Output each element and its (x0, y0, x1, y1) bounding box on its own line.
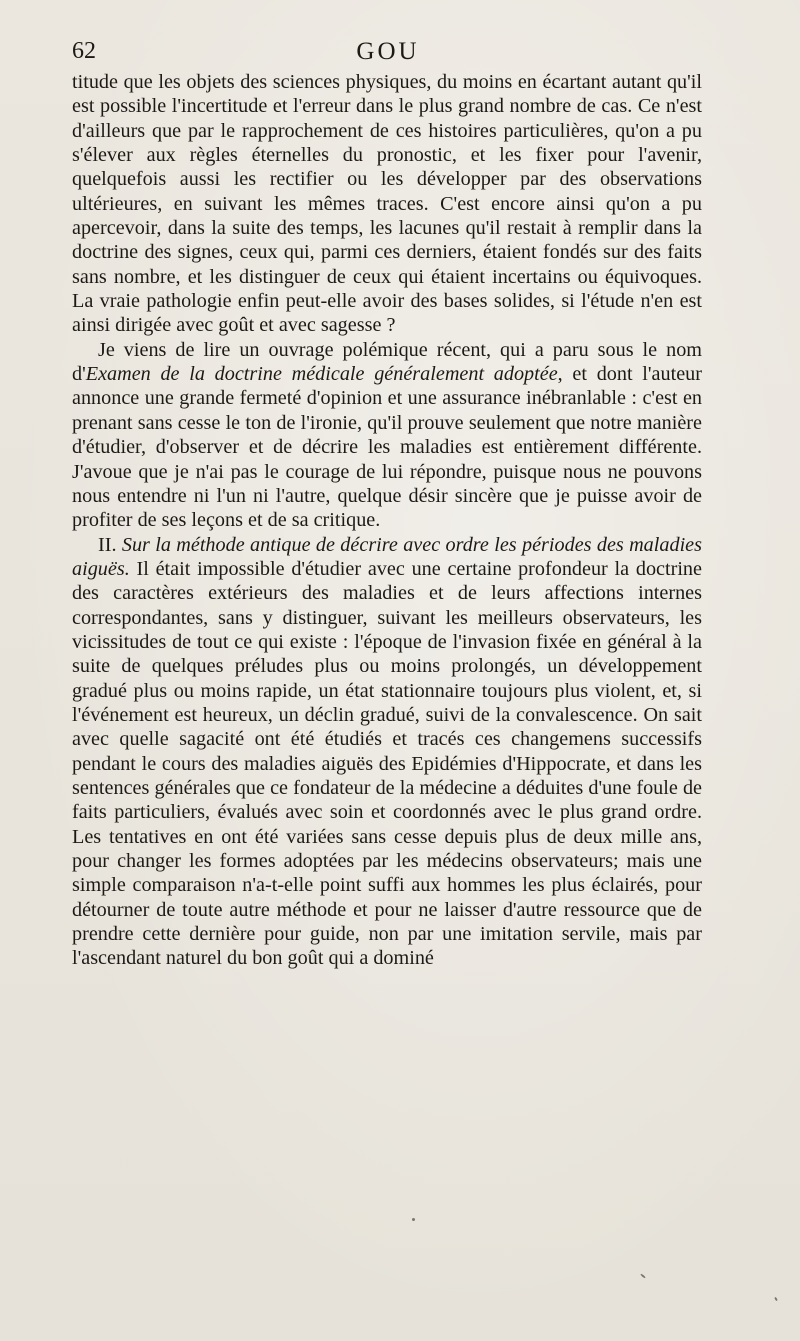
section-text: Il était impossible d'étudier avec une certaine profondeur la doctrine des caractères extérieurs des maladies et de leurs affections internes correspondantes, sans y distinguer, suivant les meilleurs observateurs, les vicissitudes de tout ce qui existe : l'époque de l'invasion fixée en général à la suite de quelques préludes plus ou moins prolongés, un développement gradué plus ou moins rapide, un état stationnaire toujours plus violent, et, si l'événement est heureux, un déclin gradué, suivi de la convalescence. On sait avec quelle sagacité ont été étudiés et tracés ces changemens successifs pendant le cours des maladies aiguës des Epidémies d'Hippocrate, et dans les sentences générales que ce fondateur de la médecine a déduites d'une foule de faits particuliers, évalués avec soin et coordonnés avec le plus grand ordre. Les tentatives en ont été variées sans cesse depuis plus de deux mille ans, pour changer les formes adoptées par les médecins observateurs; mais une simple comparaison n'a-t-elle point suffi aux hommes les plus éclairés, pour détourner de toute autre méthode et pour ne laisser d'autre ressource que de prendre cette dernière pour guide, non par une imitation servile, mais par l'ascendant naturel du bon goût qui a dominé (72, 557, 702, 970)
running-head: GOU (356, 38, 420, 65)
ink-speck (774, 1297, 778, 1301)
section-numeral: II. (98, 533, 117, 556)
section-heading: Sur la méthode antique de décrire avec ordre les périodes des maladies aiguës. (72, 533, 702, 580)
paragraph-examen-after: , et dont l'auteur annonce une grande fermeté d'opinion et une assurance inébranlable : c'est en prenant sans cesse le ton de l'ironie, qu'il prouve seulement que notre manière d'étudier, d'observer et de décrire les maladies est entièrement différente. J'avoue que je n'ai pas le courage de lui répondre, puisque nous ne pouvons nous entendre ni l'un ni l'autre, quelque désir sincère que je puisse avoir de profiter de ses leçons et de sa critique. (72, 363, 702, 532)
page-header (72, 38, 704, 68)
page-body (72, 70, 702, 971)
paragraph-section-ii (72, 533, 702, 971)
book-title-italic: Examen de la doctrine médicale généralement adoptée (85, 363, 558, 386)
paragraph-continued: titude que les objets des sciences physiques, du moins en écartant autant qu'il est possible l'incertitude et l'erreur dans le plus grand nombre de cas. Ce n'est d'ailleurs que par le rapprochement de ces histoires particulières, qu'on a pu s'élever aux règles éternelles du pronostic, et les fixer pour l'avenir, quelquefois aussi les rectifier ou les développer par des observations ultérieures, en suivant les mêmes traces. C'est encore ainsi qu'on a pu apercevoir, dans la suite des temps, les lacunes qu'il restait à remplir dans la doctrine des signes, ceux qui, parmi ces derniers, étaient fondés sur des faits sans nombre, et les distinguer de ceux qui étaient incertains ou équivoques. La vraie pathologie enfin peut-elle avoir des bases solides, si l'étude n'en est ainsi dirigée avec goût et avec sagesse ? (72, 71, 702, 337)
ink-speck (412, 1218, 415, 1221)
paragraph-examen (72, 338, 702, 533)
paragraph-examen-before: Je viens de lire un ouvrage polémique récent, qui a paru sous le nom d' (72, 338, 702, 386)
page-number: 62 (72, 38, 96, 64)
ink-speck (640, 1273, 646, 1278)
